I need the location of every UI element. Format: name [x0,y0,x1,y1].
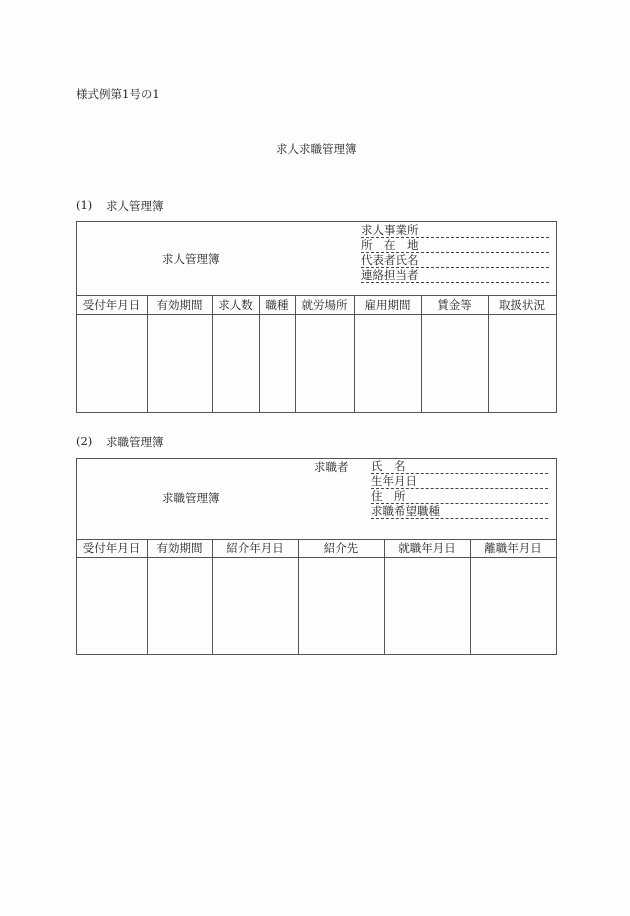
field-label: 求職希望職種 [371,504,440,518]
section1-heading-label: 求人管理簿 [106,199,164,213]
field-contact-person[interactable] [361,268,549,283]
field-label: 代表者氏名 [361,253,419,267]
column-header: 求人数 [218,298,253,312]
column-header: 有効期間 [156,541,203,555]
column-header: 取扱状況 [499,298,545,312]
field-employer[interactable] [361,223,549,238]
form-number: 様式例第1号の1 [76,87,160,101]
field-representative[interactable] [361,253,549,268]
column-header: 紹介年月日 [226,541,284,555]
column-header: 賃金等 [437,298,472,312]
table1-body[interactable] [77,315,556,412]
column-header: 就労場所 [301,298,348,312]
column-header: 職種 [265,298,289,312]
table2-body[interactable] [77,558,556,654]
field-name[interactable] [371,459,548,474]
column-header: 離職年月日 [484,541,542,555]
column-header: 有効期間 [156,298,203,312]
field-label: 住 所 [371,489,406,503]
column-header: 就職年月日 [398,541,456,555]
column-header: 雇用期間 [364,298,411,312]
applicant-label: 求職者 [314,460,349,474]
field-address[interactable] [371,489,548,504]
field-label: 求人事業所 [361,223,419,237]
section1-heading-number: (1) [76,198,93,212]
field-label: 生年月日 [371,474,417,488]
table2-box-title: 求職管理簿 [162,491,220,505]
section2-heading-number: (2) [76,434,93,448]
column-header: 受付年月日 [82,298,141,312]
table1-box-title: 求人管理簿 [162,252,220,266]
field-address[interactable] [361,238,549,253]
document-title: 求人求職管理簿 [276,142,357,156]
field-label: 所 在 地 [361,238,419,252]
field-desired-occupation[interactable] [371,504,548,519]
column-header: 受付年月日 [82,541,141,555]
field-label: 氏 名 [371,459,406,473]
field-label: 連絡担当者 [361,268,419,282]
field-birthdate[interactable] [371,474,548,489]
column-header: 紹介先 [323,541,359,555]
section2-heading-label: 求職管理簿 [106,435,164,449]
